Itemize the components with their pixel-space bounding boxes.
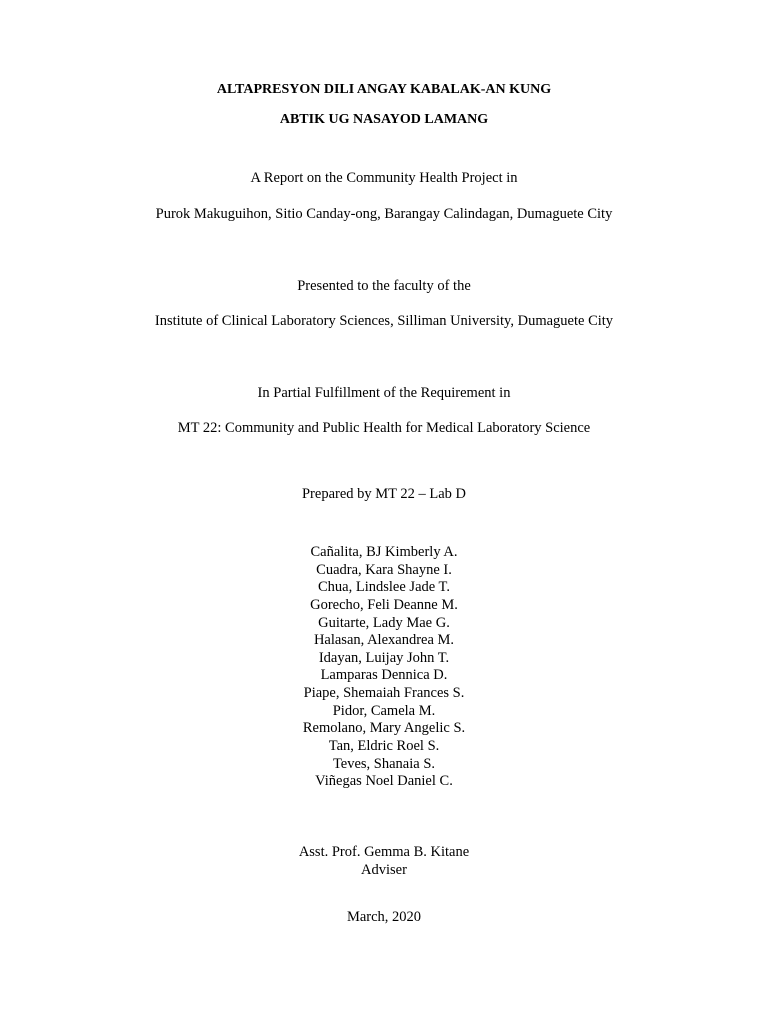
presented-line-2: Institute of Clinical Laboratory Sciences, Silliman University, Dumaguete City [154,313,614,329]
prepared-by: Prepared by MT 22 – Lab D [301,486,467,502]
presented-line-1: Presented to the faculty of the [297,278,471,294]
author-name: Lamparas Dennica D. [320,667,448,684]
author-name: Teves, Shanaia S. [332,755,436,772]
author-name: Chua, Lindslee Jade T. [318,579,450,596]
report-date: March, 2020 [346,909,422,925]
adviser-role: Adviser [361,862,407,878]
adviser-name: Asst. Prof. Gemma B. Kitane [298,844,470,860]
author-name: Pidor, Camela M. [332,702,436,719]
author-name: Guitarte, Lady Mae G. [318,614,450,631]
title-line-2: ABTIK UG NASAYOD LAMANG [279,112,489,127]
fulfillment-line-1: In Partial Fulfillment of the Requirement in [257,385,511,401]
author-name: Gorecho, Feli Deanne M. [310,596,458,613]
author-name: Cuadra, Kara Shayne I. [316,561,452,578]
author-name: Halasan, Alexandrea M. [313,632,455,649]
title-line-1: ALTAPRESYON DILI ANGAY KABALAK-AN KUNG [216,82,552,97]
author-name: Remolano, Mary Angelic S. [302,720,466,737]
author-name: Idayan, Luijay John T. [318,649,450,666]
author-name: Tan, Eldric Roel S. [328,738,440,755]
author-name: Viñegas Noel Daniel C. [315,773,453,790]
author-name: Cañalita, BJ Kimberly A. [310,544,458,560]
author-name: Piape, Shemaiah Frances S. [303,685,465,702]
author-list [0,544,768,791]
report-line-2: Purok Makuguihon, Sitio Canday-ong, Barangay Calindagan, Dumaguete City [155,206,613,222]
fulfillment-line-2: MT 22: Community and Public Health for Medical Laboratory Science [177,420,591,436]
report-line-1: A Report on the Community Health Project in [250,170,518,186]
